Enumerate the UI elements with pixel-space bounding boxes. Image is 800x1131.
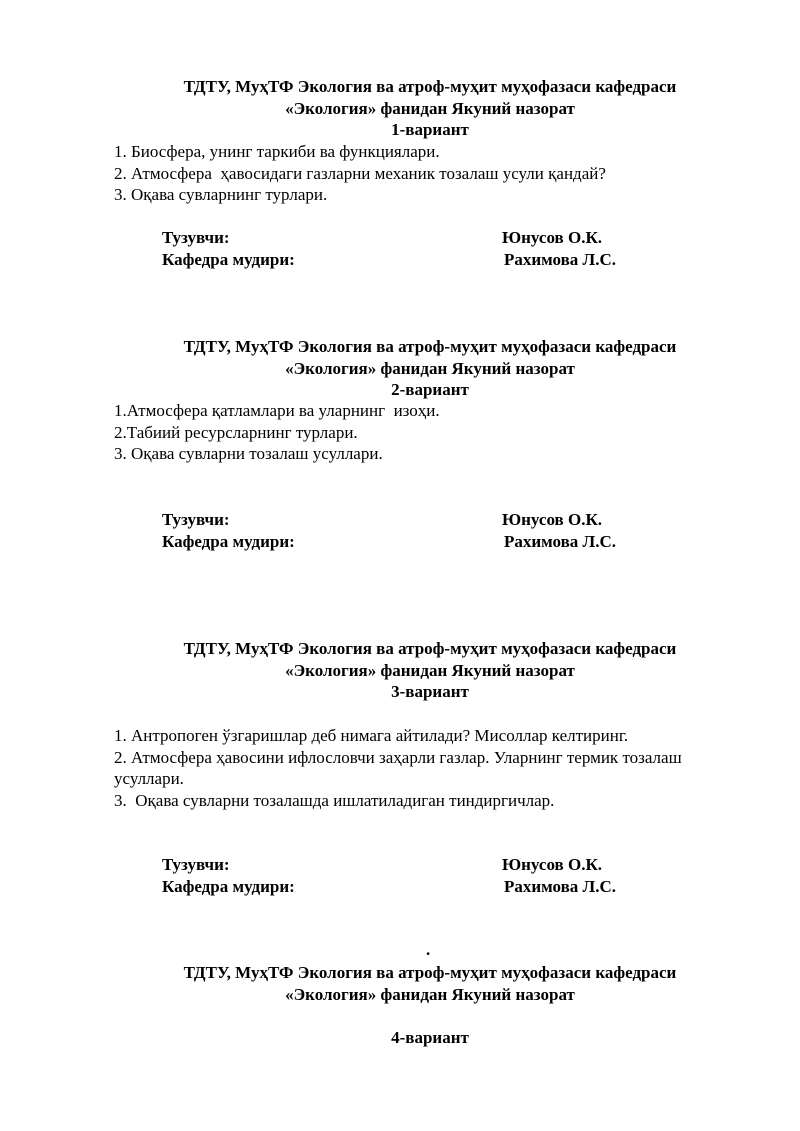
question: 2. Атмосфера ҳавосидаги газларни механик тозалаш усули қандай? [114, 163, 606, 183]
variant-4-header [0, 962, 800, 1048]
author-label: Тузувчи: [162, 855, 230, 874]
variant-3-header [0, 638, 800, 703]
head-label: Кафедра мудири: [162, 876, 295, 896]
author-name: Юнусов О.К. [502, 228, 603, 247]
separator-dot: . [426, 940, 431, 959]
head-name: Рахимова Л.С. [504, 249, 616, 269]
exam-title: «Экология» фанидан Якуний назорат [285, 984, 575, 1004]
question: 3. Оқава сувларни тозалашда ишлатиладиган тиндиргичлар. [114, 790, 555, 810]
question: 2. Атмосфера ҳавосини ифлословчи заҳарли газлар. Уларнинг термик тозалаш усуллари. [114, 747, 686, 788]
exam-title: «Экология» фанидан Якуний назорат [285, 358, 575, 378]
head-label: Кафедра мудири: [162, 249, 295, 269]
question: 1.Атмосфера қатламлари ва уларнинг изоҳи. [114, 401, 440, 420]
variant-2-header [0, 336, 800, 401]
question: 3. Оқава сувларни тозалаш усуллари. [114, 444, 383, 463]
variant-3-questions [0, 725, 800, 811]
head-name: Рахимова Л.С. [504, 531, 616, 551]
head-name: Рахимова Л.С. [504, 876, 616, 896]
variant-2-signatures [162, 509, 662, 552]
department-title: ТДТУ, МуҳТФ Экология ва атроф-муҳит муҳофазаси кафедраси [183, 77, 677, 96]
department-title: ТДТУ, МуҳТФ Экология ва атроф-муҳит муҳофазаси кафедраси [183, 639, 677, 658]
exam-title: «Экология» фанидан Якуний назорат [285, 98, 575, 118]
variant-1-signatures [162, 227, 662, 270]
department-title: ТДТУ, МуҳТФ Экология ва атроф-муҳит муҳофазаси кафедраси [183, 337, 677, 356]
variant-3-signatures [162, 854, 662, 897]
author-label: Тузувчи: [162, 510, 230, 529]
variant-number: 1-вариант [391, 120, 469, 139]
question: 3. Оқава сувларнинг турлари. [114, 185, 328, 204]
author-name: Юнусов О.К. [502, 510, 603, 529]
question: 1. Антропоген ўзгаришлар деб нимага айтилади? Мисоллар келтиринг. [114, 726, 629, 745]
author-label: Тузувчи: [162, 228, 230, 247]
variant-number: 3-вариант [391, 682, 469, 701]
variant-2-questions [0, 400, 800, 465]
question: 1. Биосфера, унинг таркиби ва функциялари. [114, 142, 440, 161]
author-name: Юнусов О.К. [502, 855, 603, 874]
question: 2.Табиий ресурсларнинг турлари. [114, 422, 358, 442]
head-label: Кафедра мудири: [162, 531, 295, 551]
variant-number: 4-вариант [391, 1027, 469, 1047]
variant-1-header [0, 76, 800, 141]
exam-title: «Экология» фанидан Якуний назорат [285, 660, 575, 680]
variant-1-questions [0, 141, 800, 206]
variant-number: 2-вариант [391, 380, 469, 399]
department-title: ТДТУ, МуҳТФ Экология ва атроф-муҳит муҳофазаси кафедраси [183, 963, 677, 982]
